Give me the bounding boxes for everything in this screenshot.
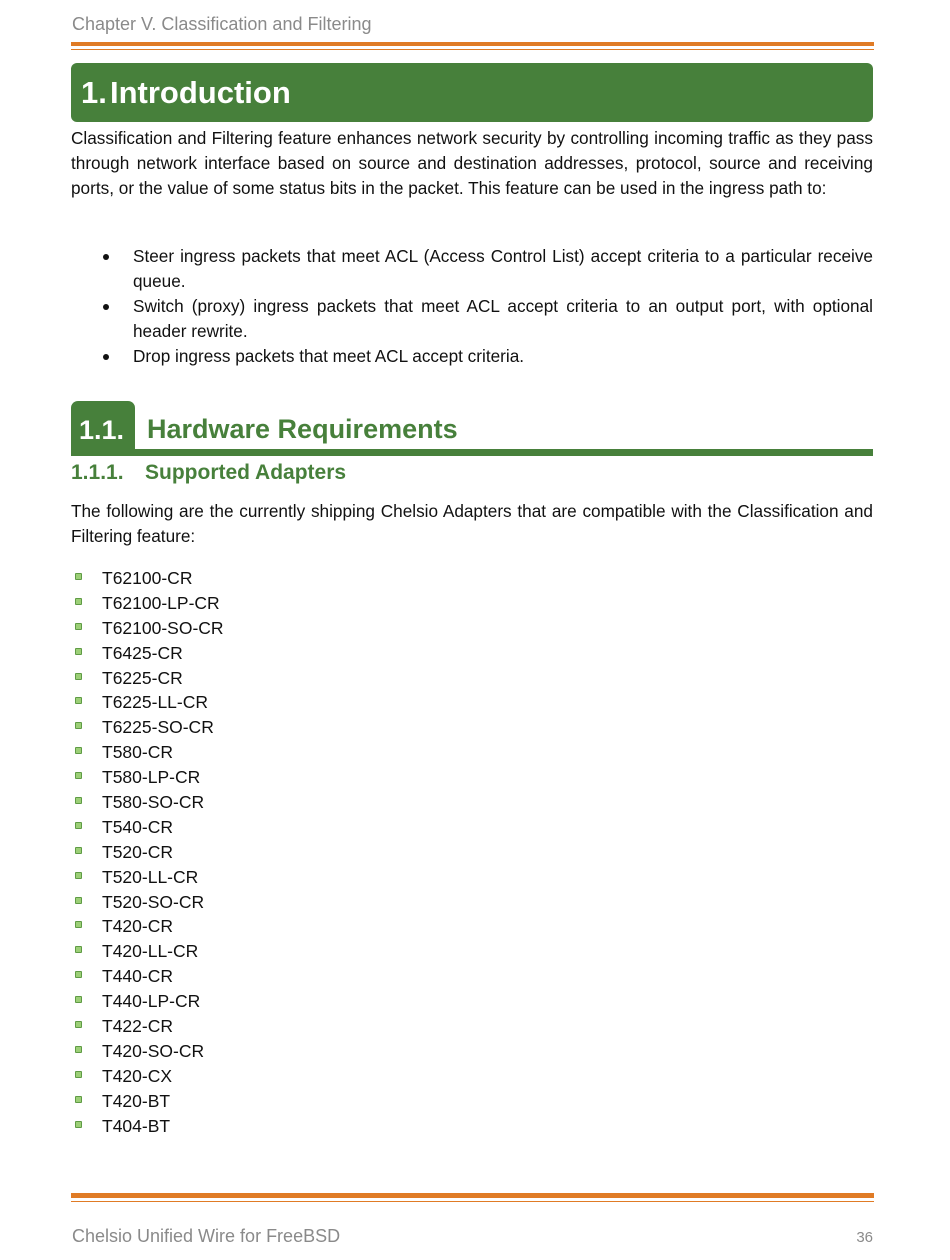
section-title: Introduction <box>110 75 291 110</box>
green-square-bullet-icon <box>75 797 82 804</box>
subsection-rule <box>135 449 873 456</box>
green-square-bullet-icon <box>75 1046 82 1053</box>
section-number: 1. <box>81 75 107 110</box>
bullet-dot-icon <box>103 254 109 260</box>
adapter-list-item <box>71 765 224 790</box>
footer-title: Chelsio Unified Wire for FreeBSD <box>72 1226 341 1246</box>
footer-rule-thin <box>71 1201 874 1202</box>
adapter-name: T422-CR <box>102 1016 173 1037</box>
adapter-name: T420-CR <box>102 916 173 937</box>
adapter-name: T420-SO-CR <box>102 1040 205 1061</box>
intro-bullet-list <box>71 244 873 369</box>
adapter-list-item <box>71 1064 224 1089</box>
adapter-list-item <box>71 690 224 715</box>
subsubsection-title: Supported Adapters <box>145 461 347 484</box>
green-square-bullet-icon <box>75 772 82 779</box>
adapter-name: T580-LP-CR <box>102 767 201 788</box>
adapter-list-item <box>71 1014 224 1039</box>
adapter-list-item <box>71 591 224 616</box>
adapter-list-item <box>71 641 224 666</box>
green-square-bullet-icon <box>75 747 82 754</box>
adapter-list-item <box>71 1114 224 1139</box>
adapter-name: T62100-LP-CR <box>102 592 220 613</box>
green-square-bullet-icon <box>75 822 82 829</box>
adapter-list-item <box>71 1039 224 1064</box>
adapter-name: T6425-CR <box>102 642 183 663</box>
adapter-list-item <box>71 989 224 1014</box>
header-rule <box>71 42 874 46</box>
green-square-bullet-icon <box>75 623 82 630</box>
section-heading-introduction <box>71 63 873 122</box>
adapter-name: T420-BT <box>102 1090 171 1111</box>
green-square-bullet-icon <box>75 1096 82 1103</box>
green-square-bullet-icon <box>75 946 82 953</box>
adapter-name: T520-SO-CR <box>102 891 205 912</box>
adapter-name: T62100-CR <box>102 568 193 588</box>
bullet-text: Drop ingress packets that meet ACL accept criteria. <box>133 346 525 366</box>
adapter-name: T6225-SO-CR <box>102 717 214 738</box>
green-square-bullet-icon <box>75 897 82 904</box>
adapter-list-item <box>71 740 224 765</box>
adapter-name: T420-CX <box>102 1065 173 1086</box>
green-square-bullet-icon <box>75 722 82 729</box>
bullet-item <box>71 244 873 294</box>
bullet-item <box>71 294 873 344</box>
adapters-intro-paragraph: The following are the currently shipping Chelsio Adapters that are compatible with the Classification and Filtering feature: <box>71 501 873 546</box>
adapter-name: T440-CR <box>102 966 173 987</box>
bullet-text: Switch (proxy) ingress packets that meet ACL accept criteria to an output port, with optional header rewrite. <box>133 296 873 341</box>
adapter-list-item <box>71 1089 224 1114</box>
adapter-list <box>71 566 224 1138</box>
adapter-list-item <box>71 865 224 890</box>
adapter-list-item <box>71 840 224 865</box>
intro-paragraph: Classification and Filtering feature enhances network security by controlling incoming traffic as they pass through network interface based on source and destination addresses, protocol, source and receiving ports, or the value of some status bits in the packet. This feature can be used in the ingress path to: <box>71 128 873 198</box>
footer-rule <box>71 1193 874 1198</box>
page-number: 36 <box>856 1229 873 1246</box>
adapter-list-item <box>71 815 224 840</box>
green-square-bullet-icon <box>75 573 82 580</box>
green-square-bullet-icon <box>75 921 82 928</box>
adapter-name: T540-CR <box>102 816 173 837</box>
adapter-name: T6225-CR <box>102 667 183 688</box>
green-square-bullet-icon <box>75 872 82 879</box>
adapter-list-item <box>71 939 224 964</box>
subsubsection-number: 1.1.1. <box>71 461 124 484</box>
adapter-name: T520-CR <box>102 841 173 862</box>
green-square-bullet-icon <box>75 1071 82 1078</box>
adapter-list-item <box>71 715 224 740</box>
green-square-bullet-icon <box>75 598 82 605</box>
subsection-number-box <box>71 401 135 456</box>
adapter-list-item <box>71 566 224 591</box>
green-square-bullet-icon <box>75 971 82 978</box>
adapter-list-item <box>71 616 224 641</box>
adapter-name: T62100-SO-CR <box>102 617 224 638</box>
adapter-name: T440-LP-CR <box>102 991 201 1012</box>
adapter-list-item <box>71 666 224 691</box>
adapter-name: T520-LL-CR <box>102 866 199 887</box>
bullet-dot-icon <box>103 354 109 360</box>
adapter-list-item <box>71 964 224 989</box>
adapter-name: T580-SO-CR <box>102 792 205 813</box>
green-square-bullet-icon <box>75 1021 82 1028</box>
adapter-name: T420-LL-CR <box>102 941 199 962</box>
chapter-header: Chapter V. Classification and Filtering <box>72 14 372 34</box>
green-square-bullet-icon <box>75 1121 82 1128</box>
adapter-name: T580-CR <box>102 742 173 763</box>
subsection-number: 1.1. <box>79 415 125 445</box>
adapter-list-item <box>71 790 224 815</box>
adapter-name: T6225-LL-CR <box>102 692 209 713</box>
subsection-title: Hardware Requirements <box>147 414 458 444</box>
green-square-bullet-icon <box>75 697 82 704</box>
adapter-name: T404-BT <box>102 1115 171 1136</box>
bullet-text: Steer ingress packets that meet ACL (Access Control List) accept criteria to a particular receive queue. <box>133 246 873 291</box>
green-square-bullet-icon <box>75 996 82 1003</box>
adapter-list-item <box>71 890 224 915</box>
green-square-bullet-icon <box>75 648 82 655</box>
bullet-dot-icon <box>103 304 109 310</box>
adapter-list-item <box>71 914 224 939</box>
green-square-bullet-icon <box>75 673 82 680</box>
green-square-bullet-icon <box>75 847 82 854</box>
header-rule-thin <box>71 49 874 50</box>
bullet-item <box>71 344 873 369</box>
